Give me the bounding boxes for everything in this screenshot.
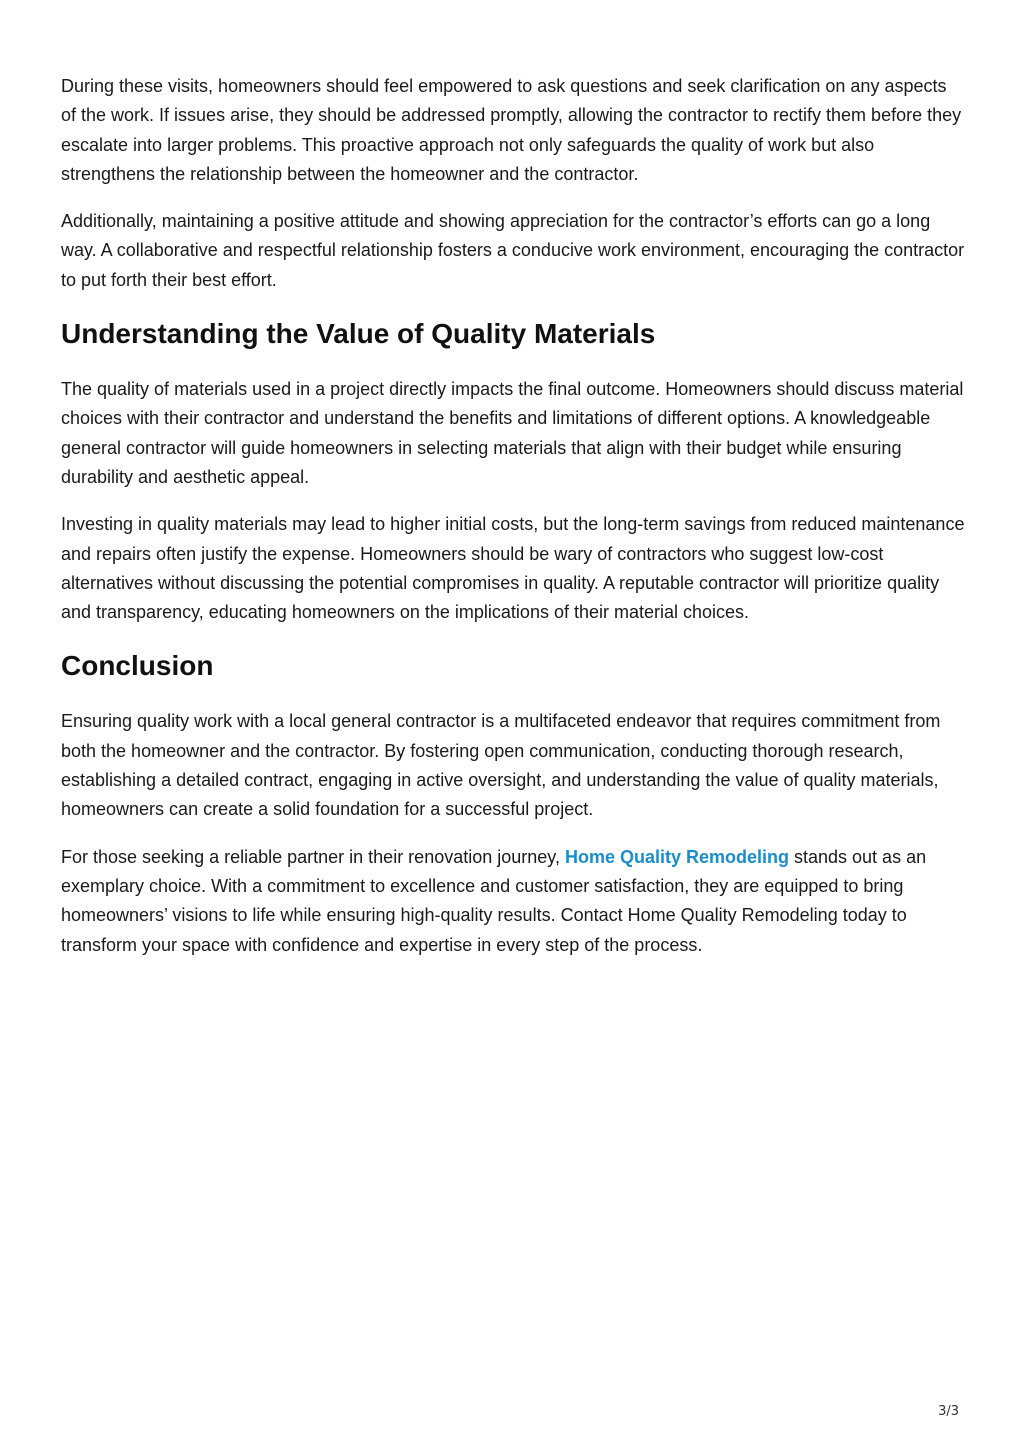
document-body [61, 72, 966, 978]
paragraph-site-visits: During these visits, homeowners should feel empowered to ask questions and seek clarification on any aspects of the work. If issues arise, they should be addressed promptly, allowing the contractor to rectify them before they escalate into larger problems. This proactive approach not only safeguards the quality of work but also strengthens the relationship between the homeowner and the contractor. [61, 76, 962, 184]
recommendation-text-after: stands out as an exemplary choice. With a commitment to excellence and customer satisfaction, they are equipped to bring homeowners’ visions to life while ensuring high-quality results. Contact Home Quality Remodeling today to transform your space with confidence and expertise in every step of the process. [61, 846, 927, 955]
paragraph-investing-materials: Investing in quality materials may lead to higher initial costs, but the long-term savings from reduced maintenance and repairs often justify the expense. Homeowners should be wary of contractors who suggest low-cost alternatives without discussing the potential compromises in quality. A reputable contractor will prioritize quality and transparency, educating homeowners on the implications of their material choices. [61, 514, 965, 623]
recommendation-text-before: For those seeking a reliable partner in their renovation journey, [61, 846, 565, 867]
paragraph-conclusion-summary: Ensuring quality work with a local general contractor is a multifaceted endeavor that requires commitment from both the homeowner and the contractor. By fostering open communication, conducting thorough research, establishing a detailed contract, engaging in active oversight, and understanding the value of quality materials, homeowners can create a solid foundation for a successful project. [61, 711, 941, 820]
page-number: 3/3 [938, 1404, 959, 1419]
heading-quality-materials: Understanding the Value of Quality Materials [61, 318, 656, 350]
paragraph-recommendation [61, 843, 966, 960]
home-quality-remodeling-link[interactable]: Home Quality Remodeling [564, 846, 789, 867]
paragraph-positive-attitude: Additionally, maintaining a positive attitude and showing appreciation for the contractor’s efforts can go a long way. A collaborative and respectful relationship fosters a conducive work environment, encouraging the contractor to put forth their best effort. [61, 211, 965, 290]
heading-conclusion: Conclusion [61, 650, 214, 682]
paragraph-materials-impact: The quality of materials used in a project directly impacts the final outcome. Homeowners should discuss material choices with their contractor and understand the benefits and limitations of different options. A knowledgeable general contractor will guide homeowners in selecting materials that align with their budget while ensuring durability and aesthetic appeal. [61, 379, 964, 487]
